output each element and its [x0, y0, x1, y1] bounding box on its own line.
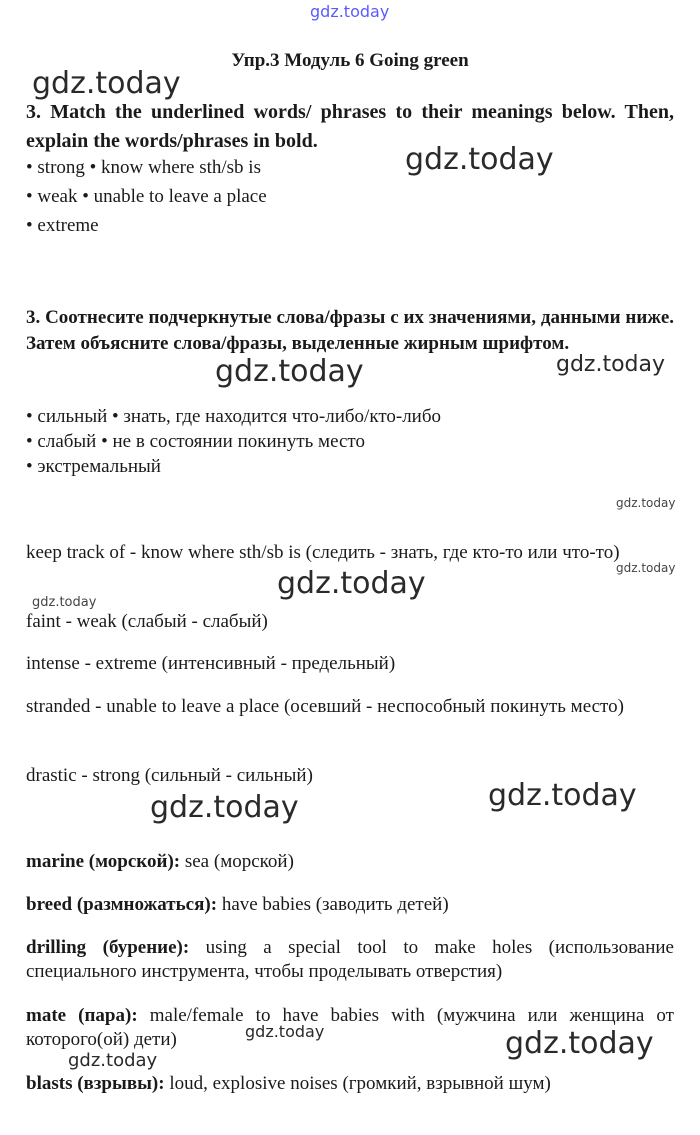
watermark: gdz.today	[277, 566, 426, 601]
answer-def: sea (морской)	[180, 851, 294, 872]
task-en-option: • strong • know where sth/sb is	[26, 157, 261, 178]
task-en-option: • extreme	[26, 215, 99, 236]
watermark: gdz.today	[150, 790, 299, 825]
watermark: gdz.today	[215, 354, 364, 389]
watermark: gdz.today	[616, 496, 676, 510]
answer-underlined: stranded - unable to leave a place (осевший - неспособный покинуть место)	[26, 696, 624, 717]
watermark: gdz.today	[405, 142, 554, 177]
watermark: gdz.today	[32, 66, 181, 101]
answer-def: loud, explosive noises (громкий, взрывной шум)	[164, 1073, 551, 1094]
answer-def: male/female to have babies with (мужчина или женщина от которого(ой) дети)	[26, 1005, 674, 1050]
answer-term: drilling (бурение):	[26, 937, 190, 958]
answer-term: breed (размножаться):	[26, 894, 218, 915]
answer-term: marine (морской):	[26, 851, 181, 872]
watermark: gdz.today	[505, 1026, 654, 1061]
task-en-option: • weak • unable to leave a place	[26, 186, 267, 207]
answer-underlined: keep track of - know where sth/sb is (следить - знать, где кто-то или что-то)	[26, 542, 620, 563]
answer-bold	[26, 850, 674, 874]
answer-bold	[26, 893, 674, 917]
answer-underlined: drastic - strong (сильный - сильный)	[26, 765, 313, 786]
answer-def: using a special tool to make holes (использование специального инструмента, чтобы проделывать отверстия)	[26, 937, 674, 982]
answer-underlined: faint - weak (слабый - слабый)	[26, 611, 268, 632]
watermark: gdz.today	[310, 2, 390, 21]
answer-def: have babies (заводить детей)	[217, 894, 449, 915]
task-en-heading: 3. Match the underlined words/ phrases to their meanings below. Then, explain the words/phrases in bold.	[26, 101, 674, 152]
answer-underlined: intense - extreme (интенсивный - предельный)	[26, 653, 396, 674]
task-ru-option: • слабый • не в состоянии покинуть место	[26, 431, 365, 452]
answer-term: blasts (взрывы):	[26, 1073, 165, 1094]
page-title: Упр.3 Модуль 6 Going green	[231, 50, 469, 71]
watermark: gdz.today	[556, 352, 666, 377]
watermark: gdz.today	[32, 595, 97, 610]
watermark: gdz.today	[245, 1022, 325, 1041]
watermark: gdz.today	[68, 1050, 158, 1071]
task-ru-option: • сильный • знать, где находится что-либо/кто-либо	[26, 406, 442, 427]
answer-term: mate (пара):	[26, 1005, 138, 1026]
task-ru-option: • экстремальный	[26, 456, 161, 477]
answer-bold	[26, 936, 674, 984]
answer-bold	[26, 1072, 674, 1096]
task-ru-heading: 3. Соотнесите подчеркнутые слова/фразы с их значениями, данными ниже. Затем объясните слова/фразы, выделенные жирным шрифтом.	[26, 307, 674, 354]
watermark: gdz.today	[616, 561, 676, 575]
watermark: gdz.today	[488, 778, 637, 813]
